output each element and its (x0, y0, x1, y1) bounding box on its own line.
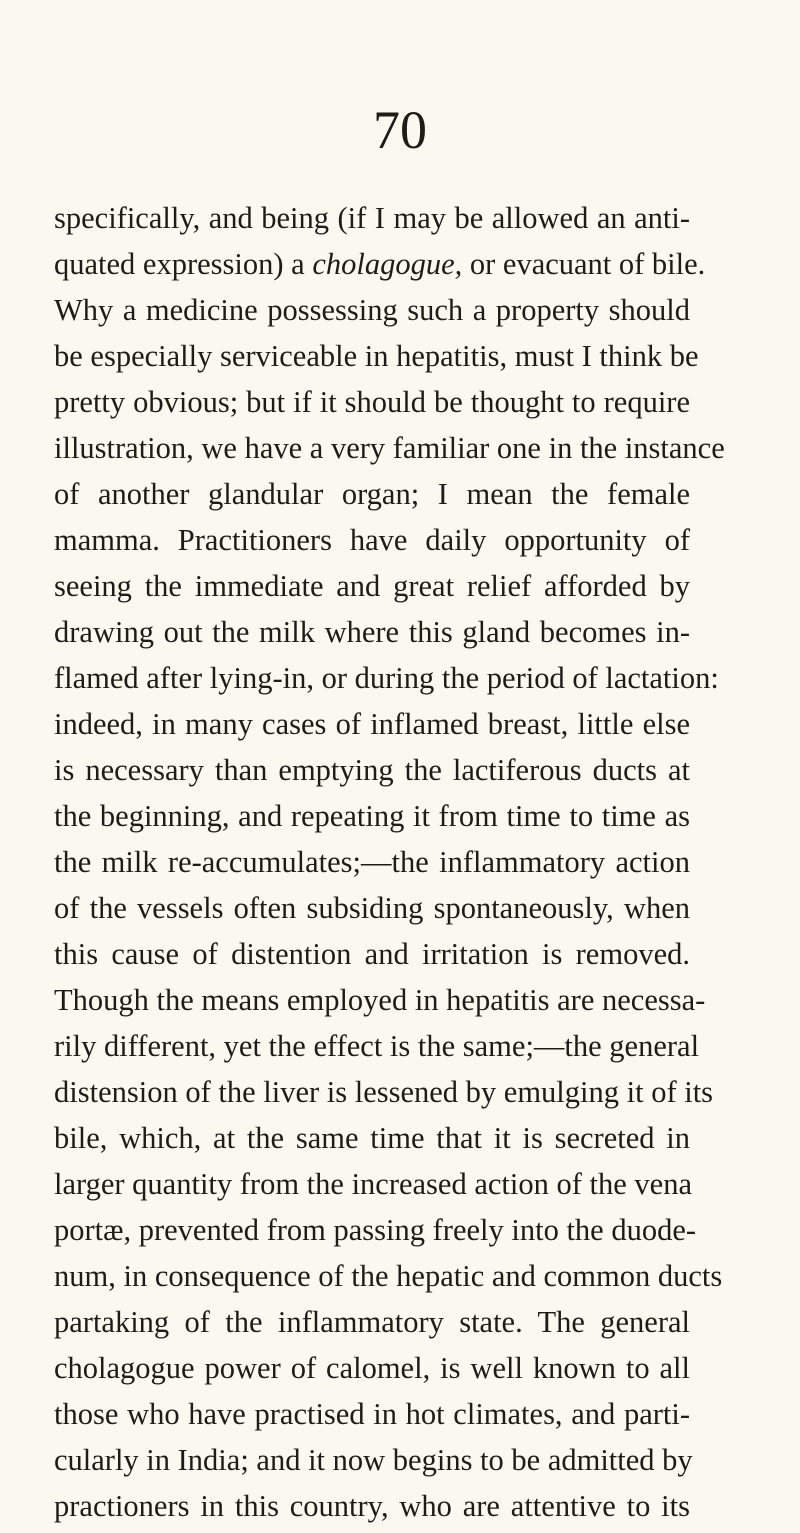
text-line: flamed after lying-in, or during the period of lactation: (54, 661, 719, 695)
text-line: Though the means employed in hepatitis are necessa- (54, 983, 706, 1017)
text-line: of the vessels often subsiding spontaneously, when (54, 891, 690, 925)
text-line: practioners in this country, who are attentive to its (54, 1489, 690, 1523)
page-number: 70 (373, 100, 427, 160)
text-line: cholagogue power of calomel, is well known to all (54, 1351, 690, 1385)
italic-term: cholagogue, (312, 247, 463, 281)
text-line: pretty obvious; but if it should be thought to require (54, 385, 690, 419)
text-line: the milk re-accumulates;—the inflammatory action (54, 845, 690, 879)
text-line: rily different, yet the effect is the same;—the general (54, 1029, 700, 1063)
text-line: distension of the liver is lessened by emulging it of its (54, 1075, 714, 1109)
text-line: this cause of distention and irritation is removed. (54, 937, 690, 971)
text-line: portæ, prevented from passing freely into the duode- (54, 1213, 697, 1247)
text-line: cularly in India; and it now begins to be admitted by (54, 1443, 693, 1477)
text-line: those who have practised in hot climates, and parti- (54, 1397, 690, 1431)
text-line: is necessary than emptying the lactiferous ducts at (54, 753, 690, 787)
text-line: specifically, and being (if I may be allowed an anti- (54, 201, 690, 235)
text-line: be especially serviceable in hepatitis, must I think be (54, 339, 699, 373)
text-line: Why a medicine possessing such a property should (54, 293, 690, 327)
text-line: mamma. Practitioners have daily opportunity of (54, 523, 690, 557)
text-line: num, in consequence of the hepatic and common ducts (54, 1259, 723, 1293)
text-line: seeing the immediate and great relief afforded by (54, 569, 690, 603)
text-line: illustration, we have a very familiar one in the instance (54, 431, 725, 465)
text-line: drawing out the milk where this gland becomes in- (54, 615, 690, 649)
text-line: indeed, in many cases of inflamed breast, little else (54, 707, 690, 741)
text-line: partaking of the inflammatory state. The general (54, 1305, 690, 1339)
text-line: larger quantity from the increased action of the vena (54, 1167, 692, 1201)
text-line: of another glandular organ; I mean the female (54, 477, 690, 511)
text-line: quated expression) a cholagogue, or evacuant of bile. (54, 247, 706, 281)
text-line: the beginning, and repeating it from time to time as (54, 799, 690, 833)
text-line: bile, which, at the same time that it is secreted in (54, 1121, 690, 1155)
